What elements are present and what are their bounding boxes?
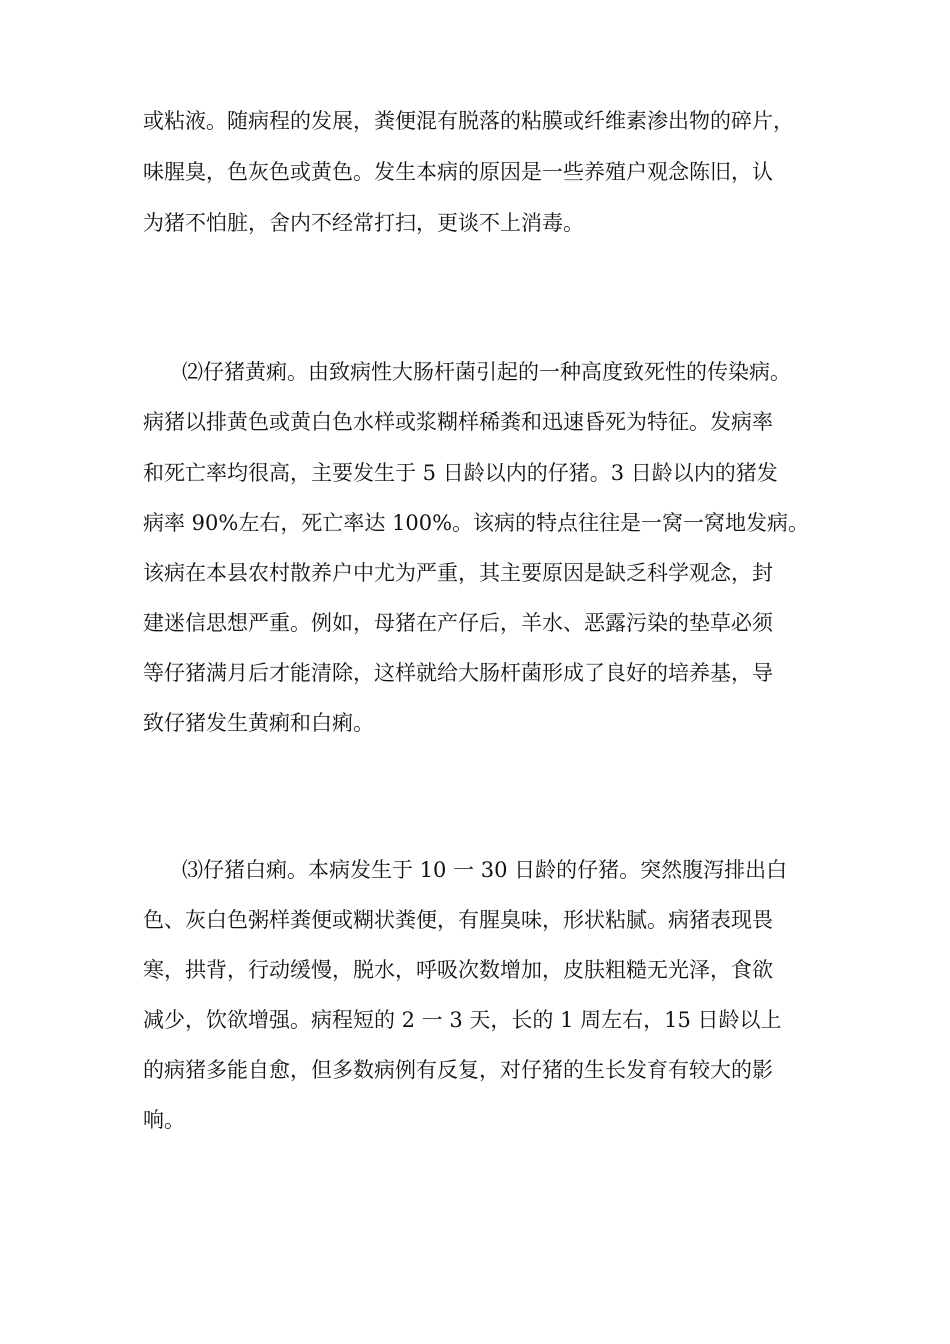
text-line: 病猪以排黄色或黄白色水样或浆糊样稀粪和迅速昏死为特征。发病率 [143,410,773,434]
text-line: 等仔猪满月后才能清除，这样就给大肠杆菌形成了良好的培养基，导 [143,661,773,685]
text-line: 响。 [143,1108,185,1132]
text-line: 的病猪多能自愈，但多数病例有反复，对仔猪的生长发育有较大的影 [143,1058,773,1082]
text-line: ⑶仔猪白痢。本病发生于 10 一 30 日龄的仔猪。突然腹泻排出白 [182,858,788,882]
text-line: 该病在本县农村散养户中尤为严重，其主要原因是缺乏科学观念，封 [143,561,773,585]
text-line: ⑵仔猪黄痢。由致病性大肠杆菌引起的一种高度致死性的传染病。 [182,360,791,384]
text-line: 或粘液。随病程的发展，粪便混有脱落的粘膜或纤维素渗出物的碎片， [143,109,794,133]
text-line: 味腥臭，色灰色或黄色。发生本病的原因是一些养殖户观念陈旧，认 [143,160,773,184]
text-line: 减少，饮欲增强。病程短的 2 一 3 天，长的 1 周左右，15 日龄以上 [143,1008,782,1032]
text-line: 建迷信思想严重。例如，母猪在产仔后，羊水、恶露污染的垫草必须 [143,611,773,635]
text-line: 为猪不怕脏，舍内不经常打扫，更谈不上消毒。 [143,211,584,235]
text-line: 和死亡率均很高，主要发生于 5 日龄以内的仔猪。3 日龄以内的猪发 [143,461,778,485]
text-line: 致仔猪发生黄痢和白痢。 [143,711,374,735]
text-line: 色、灰白色粥样粪便或糊状粪便，有腥臭味，形状粘腻。病猪表现畏 [143,908,773,932]
text-line: 寒，拱背，行动缓慢，脱水，呼吸次数增加，皮肤粗糙无光泽，食欲 [143,958,773,982]
text-line: 病率 90%左右，死亡率达 100%。该病的特点往往是一窝一窝地发病。 [143,511,810,535]
